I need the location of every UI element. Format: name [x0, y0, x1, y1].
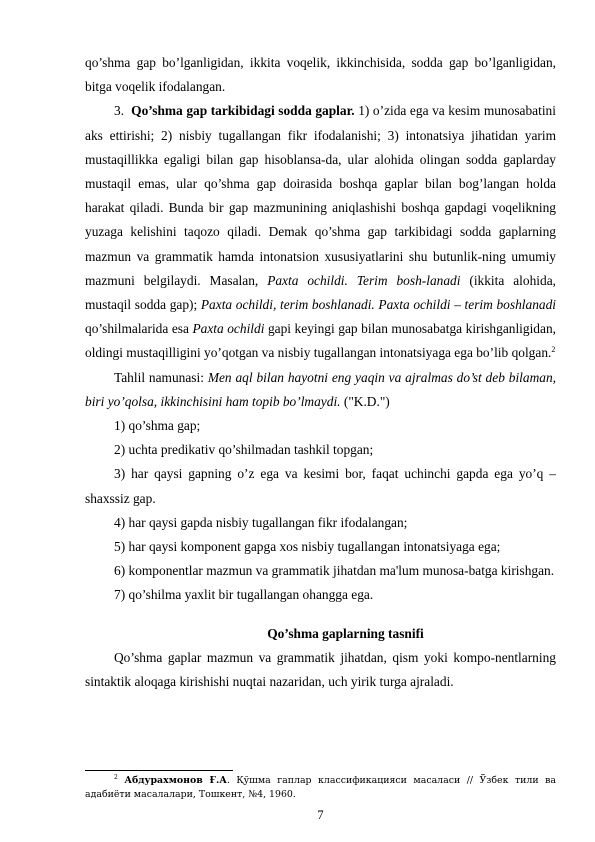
analysis-item-4: 4) har qaysi gapda nisbiy tugallangan fikr ifodalangan; [114, 514, 408, 530]
footnote-author: Абдурахмонов Ғ.А [124, 775, 227, 786]
point3-paragraph [85, 99, 556, 365]
analysis-label: Tahlil namunasi: [114, 369, 208, 385]
analysis-item-3: 3) har qaysi gapning o’z ega va kesimi bor, faqat uchinchi gapda ega yo’q – shaxssiz gap. [85, 466, 556, 506]
analysis-paragraph [85, 366, 556, 414]
analysis-quote: Men aql bilan hayotni eng yaqin va ajralmas do’st deb bilaman, biri yo’qolsa, ikkinchisini ham topib bo’lmaydi. [85, 369, 556, 409]
page-body [85, 51, 556, 694]
point3-text-3: qo’shilmalarida esa [85, 321, 193, 337]
intro-text: qo’shma gap bo’lganligidan, ikkita voqelik, ikkinchisida, sodda gap bo’lganligidan, bitga voqelik ifodalangan. [85, 55, 556, 95]
footnote-divider [85, 770, 233, 771]
section-text: Qo’shma gaplar mazmun va grammatik jihatdan, qism yoki kompo-nentlarning sintaktik aloqaga kirishishi nuqtai nazaridan, uch yirik turga ajraladi. [85, 649, 556, 690]
section-heading: Qo’shma gaplarning tasnifi [267, 625, 424, 641]
point3-title: Qo’shma gap tarkibidagi sodda gaplar. [131, 103, 355, 119]
footnote-number: 2 [114, 774, 118, 781]
intro-paragraph [85, 51, 556, 99]
page-number: 7 [317, 808, 324, 822]
point3-example-3: Paxta ochildi [192, 321, 265, 337]
section-paragraph [85, 646, 556, 694]
analysis-item-7: 7) qo’shilma yaxlit bir tugallangan ohangga ega. [114, 587, 374, 603]
footnote-text: . Қўшма гаплар классификацияси масаласи // Ўзбек тили ва адабиёти масалалари, Тошкент, №4, 1960. [85, 775, 556, 800]
point3-example-1: Paxta ochildi. Terim bosh-lanadi [267, 272, 461, 288]
point3-number: 3. [114, 103, 125, 119]
footnote [85, 774, 556, 801]
point3-text-2: (ikkita alohida, mustaqil sodda gap); [85, 272, 556, 313]
analysis-source: ("K.D.") [340, 393, 390, 409]
point3-example-2: Paxta ochildi, terim boshlanadi. Paxta ochildi – terim boshlanadi [200, 297, 556, 313]
point3-text-4: gapi keyingi gap bilan munosabatga kirishganligidan, oldingi mustaqilligini yo’qotgan va nisbiy tugallangan intonatsiyaga ega bo’lib qolgan. [85, 321, 556, 361]
point3-text-1: 1) o’zida ega va kesim munosabatini aks ettirishi; 2) nisbiy tugallangan fikr ifodalanishi; 3) intonatsiya jihatidan yarim mustaqillikka egaligi bilan gap hisoblansa-da, ular alohida olingan sodda gaplarday mustaqil emas, ular qo’shma gap doirasida boshqa gaplar bilan bog’langan holda harakat qiladi. Bunda bir gap mazmunining aniqlashishi boshqa gapdagi voqelikning yuzaga kelishini taqozo qiladi. Demak qo’shma gap tarkibidagi sodda gaplarning mazmun va grammatik hamda intonatsion xususiyatlarini shu butunlik-ning umumiy mazmuni belgilaydi. Masalan, [85, 103, 556, 288]
analysis-item-5: 5) har qaysi komponent gapga xos nisbiy tugallangan intonatsiyaga ega; [114, 539, 501, 555]
analysis-item-1: 1) qo’shma gap; [114, 418, 201, 434]
analysis-item-6: 6) komponentlar mazmun va grammatik jihatdan ma'lum munosa-batga kirishgan. [114, 563, 555, 579]
analysis-item-2: 2) uchta predikativ qo’shilmadan tashkil topgan; [114, 442, 374, 458]
footnote-ref: 2 [551, 345, 556, 355]
